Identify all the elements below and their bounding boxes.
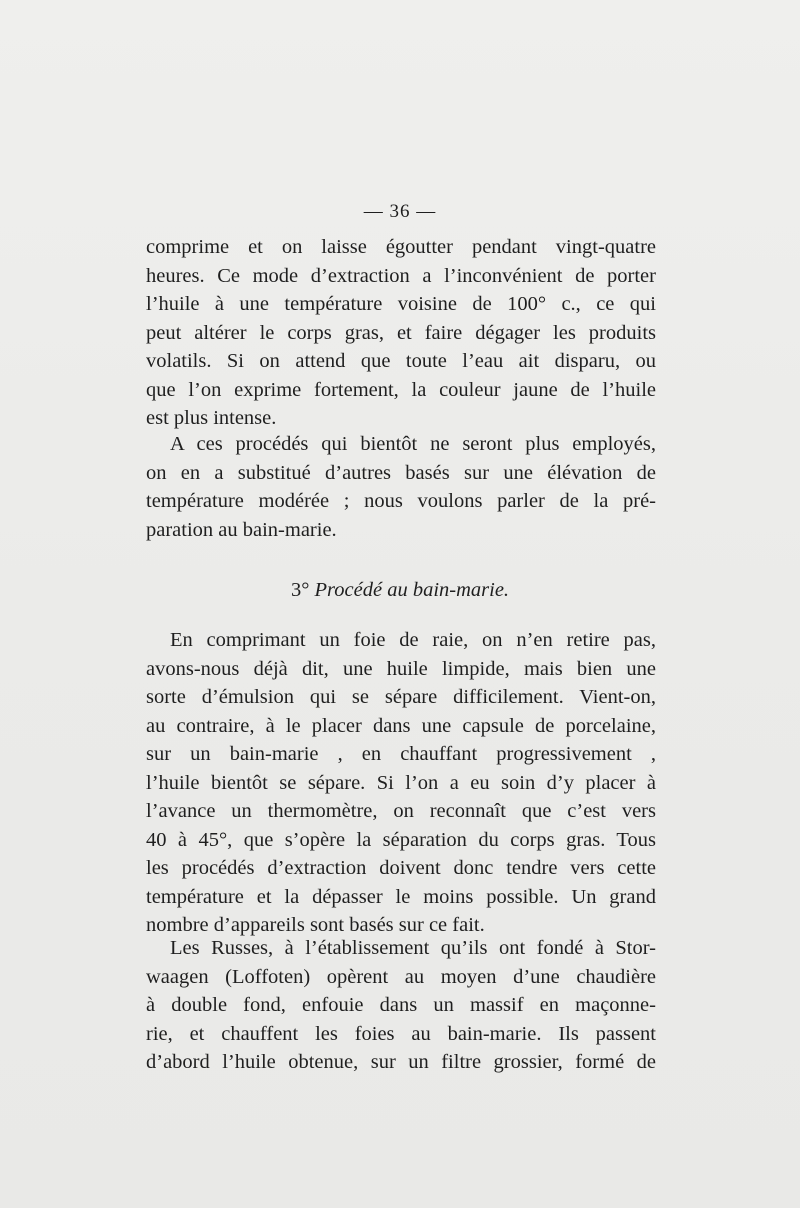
text-line: on en a substitué d’autres basés sur une élévation de (146, 461, 656, 484)
text-line: A ces procédés qui bientôt ne seront plus employés, (170, 433, 656, 455)
text-line: d’abord l’huile obtenue, sur un filtre grossier, formé de (146, 1051, 656, 1073)
paragraph-3 (146, 626, 656, 940)
text-line: les procédés d’extraction doivent donc tendre vers cette (146, 857, 656, 879)
text-line: est plus intense. (146, 407, 277, 429)
text-line: En comprimant un foie de raie, on n’en retire pas, (170, 629, 656, 651)
section-title: Procédé au bain-marie. (314, 579, 510, 601)
text-line: heures. Ce mode d’extraction a l’inconvénient de porter (146, 264, 656, 287)
text-line: l’huile à une température voisine de 100° c., ce qui (146, 293, 656, 315)
text-line: à double fond, enfouie dans un massif en maçonne- (146, 994, 656, 1016)
text-line: comprime et on laisse égoutter pendant vingt-quatre (146, 236, 656, 258)
text-line: sorte d’émulsion qui se sépare difficilement. Vient-on, (146, 686, 656, 708)
text-line: température modérée ; nous voulons parler de la pré- (146, 490, 656, 512)
text-line: rie, et chauffent les foies au bain-marie. Ils passent (146, 1022, 656, 1045)
text-line: waagen (Loffoten) opèrent au moyen d’une chaudière (146, 965, 656, 988)
text-line: Les Russes, à l’établissement qu’ils ont fondé à Stor- (170, 937, 656, 959)
text-line: l’huile bientôt se sépare. Si l’on a eu soin d’y placer à (146, 771, 656, 794)
text-line: l’avance un thermomètre, on reconnaît que c’est vers (146, 800, 656, 822)
text-line: paration au bain-marie. (146, 518, 337, 541)
paragraph-1 (146, 233, 656, 433)
text-line: que l’on exprime fortement, la couleur jaune de l’huile (146, 378, 656, 401)
paragraph-2 (146, 430, 656, 544)
text-line: peut altérer le corps gras, et faire dégager les produits (146, 321, 656, 344)
page-number: — 36 — (363, 201, 437, 222)
text-line: température et la dépasser le moins possible. Un grand (146, 885, 656, 908)
text-line: au contraire, à le placer dans une capsule de porcelaine, (146, 714, 656, 737)
paragraph-4 (146, 934, 656, 1077)
text-line: nombre d’appareils sont basés sur ce fait. (146, 914, 485, 936)
text-line: 40 à 45°, que s’opère la séparation du corps gras. Tous (146, 828, 656, 851)
section-heading (0, 576, 800, 604)
text-line: avons-nous déjà dit, une huile limpide, mais bien une (146, 657, 656, 680)
text-line: sur un bain-marie , en chauffant progressivement , (146, 743, 656, 765)
text-line: volatils. Si on attend que toute l’eau ait disparu, ou (146, 350, 656, 372)
section-number: 3° (290, 579, 310, 601)
